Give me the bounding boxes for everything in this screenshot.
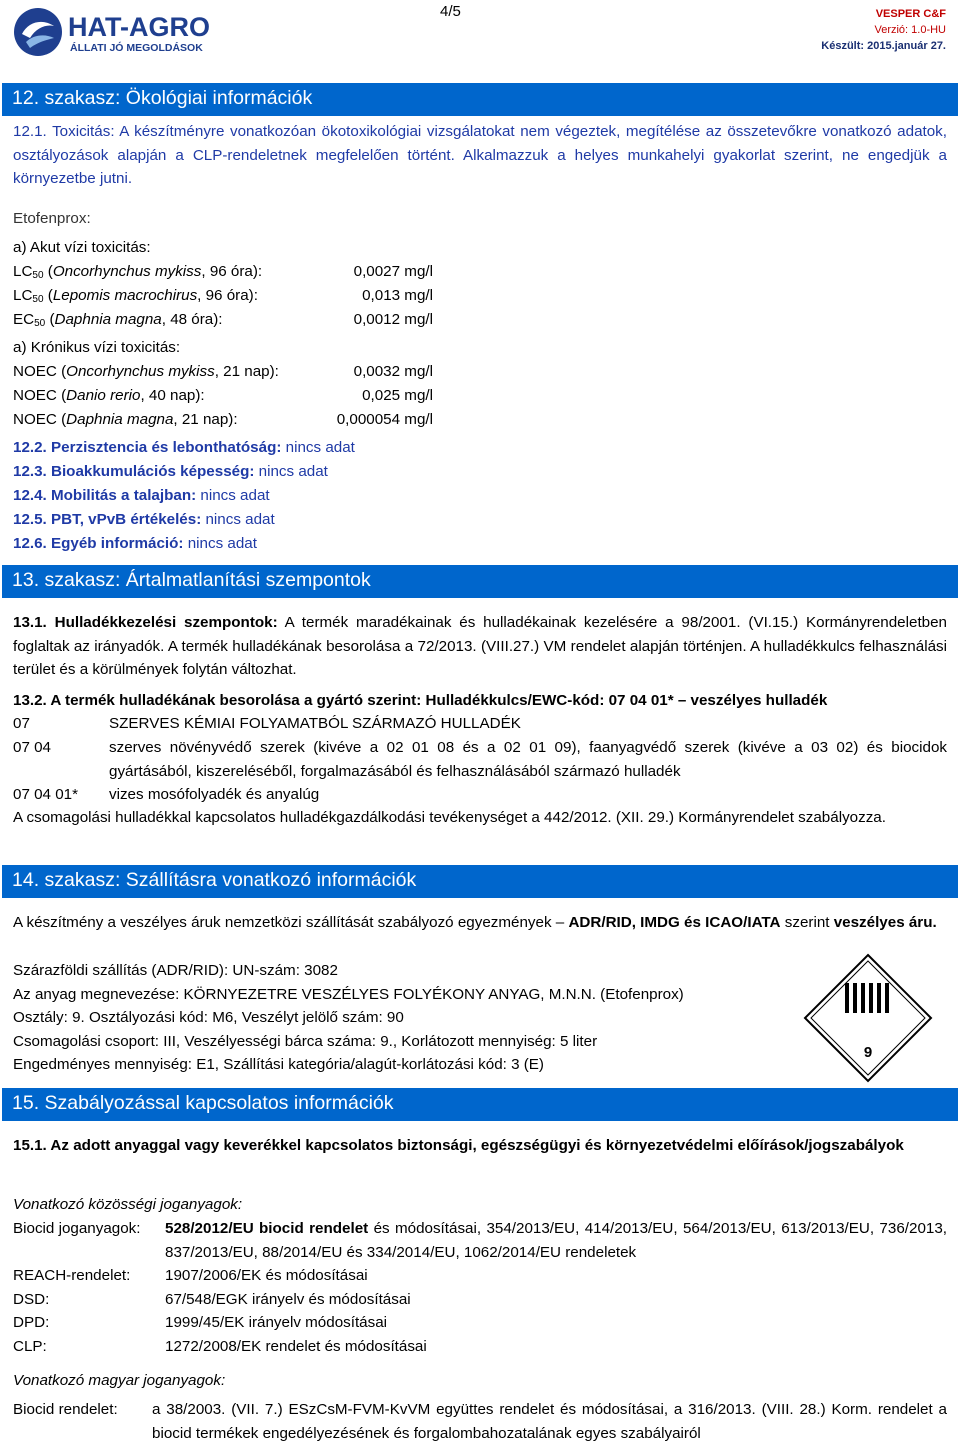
svg-text:ÁLLATI JÓ MEGOLDÁSOK: ÁLLATI JÓ MEGOLDÁSOK (70, 42, 203, 54)
section-13-packaging: A csomagolási hulladékkal kapcsolatos hulladékgazdálkodási tevékenységet a 442/2012. (XII. 29.) Kormányrendelet szabályozza. (13, 809, 886, 826)
waste-code-row: 07 04 szerves növényvédő szerek (kivéve a 02 01 08 és a 02 01 09), faanyagvédő szerek (kivéve a 03 02) és biocidok gyártásából, kiszereléséből, forgalmazásából és felhasználásából származó hulladék (13, 739, 947, 780)
chronic-value: 0,0032 mg/l (353, 363, 433, 380)
section-13-title: 13. szakasz: Ártalmatlanítási szempontok (2, 565, 958, 598)
section-14-intro: A készítmény a veszélyes áruk nemzetközi szállítását szabályozó egyezmények – ADR/RID, IMDG és ICAO/IATA szerint veszélyes áru. (13, 914, 937, 931)
section-12-1-paragraph (13, 120, 947, 191)
acute-row: $EC_{50}$ (Daphnia magna, 48 óra): 0,0012 mg/l (13, 308, 433, 332)
transport-line: Engedményes mennyiség: E1, Szállítási kategória/alagút-korlátozási kód: 3 (E) (13, 1056, 544, 1073)
acute-value: 0,0012 mg/l (353, 311, 433, 328)
section-15-1-heading: 15.1. Az adott anyaggal vagy keverékkel kapcsolatos biztonsági, egészségügyi és környezetvédelmi előírások/jogszabályok (13, 1137, 904, 1154)
eu-law-heading: Vonatkozó közösségi joganyagok: (13, 1196, 243, 1213)
section-12-4: 12.4. Mobilitás a talajban: nincs adat (13, 487, 270, 504)
chronic-row: NOEC (Daphnia magna, 21 nap): 0,000054 mg/l (13, 408, 433, 432)
chronic-row: NOEC (Danio rerio, 40 nap): 0,025 mg/l (13, 384, 433, 408)
version: Verzió: 1.0-HU (874, 24, 946, 36)
section-12-6: 12.6. Egyéb információ: nincs adat (13, 535, 257, 552)
section-15-title: 15. Szabályozással kapcsolatos információk (2, 1088, 958, 1121)
regulation-row: DPD: 1999/45/EK irányelv módosításai (13, 1314, 388, 1331)
transport-line: Osztály: 9. Osztályozási kód: M6, Veszélyt jelölő szám: 90 (13, 1009, 404, 1026)
document-meta (821, 6, 946, 54)
waste-code-row: 07 SZERVES KÉMIAI FOLYAMATBÓL SZÁRMAZÓ HULLADÉK (13, 715, 521, 732)
transport-line: Csomagolási csoport: III, Veszélyességi bárca száma: 9., Korlátozott mennyiség: 5 liter (13, 1033, 598, 1050)
acute-heading: a) Akut vízi toxicitás: (13, 239, 151, 256)
waste-code-row: 07 04 01* vizes mosófolyadék és anyalúg (13, 786, 320, 803)
acute-value: 0,013 mg/l (362, 287, 433, 304)
page-header (0, 0, 960, 70)
regulation-row: DSD: 67/548/EGK irányelv és módosításai (13, 1291, 411, 1308)
acute-value: 0,0027 mg/l (353, 263, 433, 280)
regulation-row: REACH-rendelet: 1907/2006/EK és módosításai (13, 1267, 368, 1284)
product-name: VESPER C&F (875, 8, 946, 20)
hu-law-heading: Vonatkozó magyar joganyagok: (13, 1372, 226, 1389)
chronic-value: 0,000054 mg/l (336, 411, 433, 428)
svg-text:9: 9 (863, 1044, 873, 1061)
section-13-2-heading: 13.2. A termék hulladékának besorolása a gyártó szerint: Hulladékkulcs/EWC-kód: 07 04 01* – veszélyes hulladék (13, 692, 828, 709)
svg-text:HAT-AGRO: HAT-AGRO (68, 12, 210, 42)
created-date: Készült: 2015.január 27. (821, 40, 946, 52)
regulation-row: Biocid joganyagok: 528/2012/EU biocid rendelet és módosításai, 354/2013/EU, 414/2013/EU, 564/2013/EU, 613/2013/EU, 736/2013, 837/2013/EU, 88/2014/EU és 334/2014/EU, 1062/2014/EU rendeletek (13, 1220, 948, 1261)
section-12-1-text: Toxicitás: A készítményre vonatkozóan ökotoxikológiai vizsgálatokat nem végeztek, megítélése az összetevőkre vonatkozó adatok, osztályozások alapján a CLP-rendeletnek megfelelően történt. Alkalmazzuk a helyes munkahelyi gyakorlat szerint, ne engedjük a környezetbe jutni. (13, 123, 947, 187)
hu-regulation-row: Biocid rendelet: a 38/2003. (VII. 7.) ESzCsM-FVM-KvVM együttes rendelet és módosításai, a 316/2013. (VIII. 28.) Korm. rendelet a biocid termékek engedélyezésének és forgalombahozatalának egyes szabályairól (13, 1401, 947, 1442)
transport-line: Az anyag megnevezése: KÖRNYEZETRE VESZÉLYES FOLYÉKONY ANYAG, M.N.N. (Etofenprox) (13, 986, 684, 1003)
transport-line: Szárazföldi szállítás (ADR/RID): UN-szám: 3082 (13, 962, 338, 979)
acute-row: $LC_{50}$ (Oncorhynchus mykiss, 96 óra): 0,0027 mg/l (13, 260, 433, 284)
chronic-value: 0,025 mg/l (362, 387, 433, 404)
section-13-1-paragraph: 13.1. Hulladékkezelési szempontok: A termék maradékainak és hulladékainak kezelésére a 98/2001. (VI.15.) Kormányrendeletben foglaltak az irányadók. A termék hulladékának besorolása a 72/2013. (VIII.27.) VM rendelet alapján történjen. A hulladékkulcs felhasználási terület és a körülmények folytán változhat. (13, 614, 948, 678)
section-12-title: 12. szakasz: Ökológiai információk (2, 83, 958, 116)
acute-row: $LC_{50}$ (Lepomis macrochirus, 96 óra): 0,013 mg/l (13, 284, 433, 308)
section-12-1-number: 12.1. (13, 123, 47, 140)
regulation-row: CLP: 1272/2008/EK rendelet és módosításai (13, 1338, 427, 1355)
hazard-class-9-label (803, 953, 933, 1083)
section-12-2: 12.2. Perzisztencia és lebonthatóság: nincs adat (13, 439, 355, 456)
section-12-3: 12.3. Bioakkumulációs képesség: nincs adat (13, 463, 328, 480)
section-14-title: 14. szakasz: Szállításra vonatkozó információk (2, 865, 958, 898)
section-12-5: 12.5. PBT, vPvB értékelés: nincs adat (13, 511, 275, 528)
ingredient-name: Etofenprox: (13, 210, 91, 227)
hat-agro-logo (12, 4, 217, 60)
chronic-heading: a) Krónikus vízi toxicitás: (13, 339, 181, 356)
page-number: 4/5 (440, 3, 461, 20)
chronic-row: NOEC (Oncorhynchus mykiss, 21 nap): 0,0032 mg/l (13, 360, 433, 384)
